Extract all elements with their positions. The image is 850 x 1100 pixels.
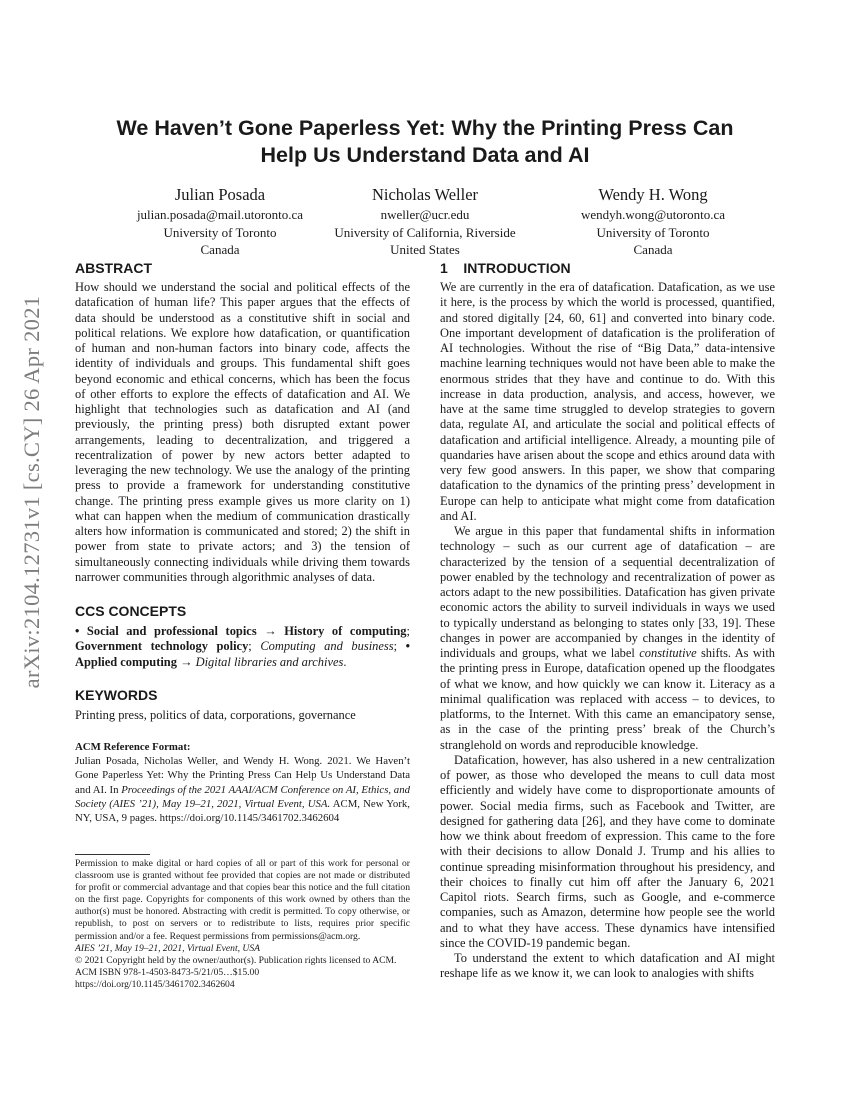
reference-text bbox=[75, 754, 410, 825]
acm-reference bbox=[75, 740, 410, 825]
intro-paragraph-1: We are currently in the era of datafication. Datafication, as we use it here, is the process by which the world is processed, quantified, and stored digitally [24, 60, 61] and converted into binary code. One important development of datafication is the proliferation of AI technologies. Without the rise of “Big Data,” data-intensive machine learning techniques would not have been able to make the enormous strides that they have and continue to do. With this increase in data production, analysis, and access, however, we have at the same time struggled to develop strategies to govern data, regulate AI, and articulate the social and political effects of datafication and artificial intelligence. Already, a mounting pile of quandaries have arisen about the scope and ethics around data with very few good answers. In this paper, we show that comparing datafication to the dynamics of the printing press’ development in Europe can help to anticipate what might come from datafication and AI. bbox=[440, 280, 775, 523]
author-name: Julian Posada bbox=[174, 185, 266, 204]
arxiv-identifier bbox=[14, 266, 50, 718]
arxiv-identifier-text: arXiv:2104.12731v1 [cs.CY] 26 Apr 2021 bbox=[19, 295, 44, 689]
author-name: Nicholas Weller bbox=[371, 185, 479, 204]
ccs-end: . bbox=[343, 654, 347, 669]
author-block bbox=[300, 184, 550, 259]
doi-link[interactable]: https://doi.org/10.1145/3461702.3462604 bbox=[75, 978, 235, 990]
author-affiliation: University of California, Riverside bbox=[334, 224, 516, 240]
author-email[interactable]: wendyh.wong@utoronto.ca bbox=[580, 207, 726, 222]
reference-part-1: Julian Posada, Nicholas Weller, and Wendy H. Wong. 2021. We Haven’t Gone Paperless Yet: Why the Printing Press Can Help Us Understand Data and AI. In bbox=[75, 755, 410, 796]
introduction-section bbox=[440, 259, 775, 982]
reference-part-2: ACM, New York, NY, USA, 9 pages. https://doi.org/10.1145/3461702.3462604 bbox=[75, 797, 411, 825]
permission-text: Permission to make digital or hard copies of all or part of this work for personal or classroom use is granted without fee provided that copies are not made or distributed for profit or commercial advantage and that copies bear this notice and the full citation on the first page. Copyrights for components of this work owned by others than the author(s) must be honored. Abstracting with credit is permitted. To copy otherwise, or republish, to post on servers or to redistribute to lists, requires prior specific permission and/or a fee. Request permissions from permissions@acm.org. bbox=[75, 858, 410, 942]
ccs-part-3: Computing and business bbox=[260, 639, 394, 654]
abstract-heading: ABSTRACT bbox=[75, 260, 152, 276]
ccs-section bbox=[75, 602, 410, 670]
author-block bbox=[528, 184, 778, 259]
ccs-text bbox=[75, 624, 410, 670]
paper-title bbox=[60, 115, 790, 169]
keywords-section bbox=[75, 686, 410, 723]
ccs-part-4: • Applied computing bbox=[75, 639, 410, 669]
intro-paragraph-3: Datafication, however, has also ushered in a new centralization of power, as those who developed the means to cull data most efficiently and widely have come to disproportionate amounts of power. Social media firms, such as Facebook and Twitter, are designed for gathering data [26], and they have come to dominate how we think about freedom of expression. This came to the fore with their decisions to allow Donald J. Trump and his allies to continue spreading misinformation throughout his presidency, and their choices to finally cut him off after the January 6, 2021 Capitol riots. Search firms, such as Google, and e-commerce companies, such as Amazon, determine how people see the world and to what they have access. These dynamics have intensified since the COVID-19 pandemic began. bbox=[440, 752, 775, 950]
author-email[interactable]: julian.posada@mail.utoronto.ca bbox=[136, 207, 304, 222]
isbn-text: ACM ISBN 978-1-4503-8473-5/21/05…$15.00 bbox=[75, 966, 260, 978]
author-email[interactable]: nweller@ucr.edu bbox=[380, 207, 470, 222]
intro-p2-start: We argue in this paper that fundamental shifts in information technology – such as our current age of datafication – are characterized by the tension of a sequential decentralization of power enabled by the technology and recentralization of power as actors adapt to the new possibilities. Datafication has given private economic actors the ability to surveil individuals in ways we used to typically understand as belonging to states only [33, 19]. These changes in power are accompanied by changes in the identity of individuals and groups, what we label bbox=[440, 524, 775, 660]
ccs-heading: CCS CONCEPTS bbox=[75, 603, 187, 619]
author-country: Canada bbox=[633, 242, 673, 257]
reference-venue: Proceedings of the 2021 AAAI/ACM Conference on AI, Ethics, and Society (AIES ’21), May 19–21, 2021, Virtual Event, USA. bbox=[75, 783, 410, 810]
ccs-part-2: Government technology policy bbox=[75, 639, 249, 654]
ccs-sep-2: ; bbox=[248, 639, 261, 654]
title-line-2: Help Us Understand Data and AI bbox=[260, 143, 590, 167]
author-country: Canada bbox=[200, 242, 240, 257]
intro-heading: 1 INTRODUCTION bbox=[440, 260, 571, 276]
keywords-text: Printing press, politics of data, corporations, governance bbox=[75, 708, 356, 722]
intro-p2-end: shifts. As with the printing press in Europe, datafication opened up the floodgates of what we know, and how quickly we can know it. Literacy as a minimal qualification was replaced with access – to devices, to platforms, to the Internet. With this came an emancipatory sense, as in the case of the printing press’ break of the Church’s stranglehold on words and reproducible knowledge. bbox=[440, 646, 775, 752]
author-affiliation: University of Toronto bbox=[163, 224, 277, 240]
footnote-venue: AIES ’21, May 19–21, 2021, Virtual Event, USA bbox=[75, 942, 260, 954]
ccs-sep-3: ; bbox=[393, 639, 406, 654]
abstract-text: How should we understand the social and political effects of the datafication of human life? This paper argues that the effects of data should be understood as a constitutive shift in social and political relations. We explore how datafication, or quantification of human and non-human factors into binary code, affects the identity of individuals and groups. This fundamental shift goes beyond economic and ethical concerns, which has been the focus of other efforts to explore the effects of datafication and AI. We highlight that technologies such as datafication and AI (and previously, the printing press) both disrupted extant power arrangements, leading to decentralization, and triggered a recentralization of power by new actors better adapted to leveraging the new technology. We use the analogy of the printing press to provide a framework for understanding constitutive change. The printing press example gives us more clarity on 1) what can happen when the medium of communication drastically alters how information is communicated and stored; 2) the shift in power from state to private actors; and 3) the tension of simultaneously connecting individuals while driving them towards narrower communities through algorithmic analyses of data. bbox=[75, 280, 410, 584]
title-line-1: We Haven’t Gone Paperless Yet: Why the Printing Press Can bbox=[116, 116, 734, 140]
author-name: Wendy H. Wong bbox=[598, 185, 708, 204]
footnote bbox=[75, 858, 410, 991]
copyright-text: © 2021 Copyright held by the owner/author(s). Publication rights licensed to ACM. bbox=[75, 954, 397, 966]
ccs-sep-1: ; bbox=[406, 624, 410, 638]
abstract-section bbox=[75, 259, 410, 585]
intro-paragraph-4: To understand the extent to which datafication and AI might reshape life as we know it, we can look to analogies with shifts bbox=[440, 951, 775, 981]
author-affiliation: University of Toronto bbox=[596, 224, 710, 240]
ccs-arrow: → bbox=[176, 654, 196, 669]
reference-heading: ACM Reference Format: bbox=[75, 741, 191, 753]
ccs-part-5: Digital libraries and archives bbox=[195, 654, 344, 669]
intro-paragraph-2 bbox=[440, 524, 775, 753]
ccs-part-1: • Social and professional topics → History of computing bbox=[75, 624, 407, 638]
footnote-rule bbox=[75, 854, 150, 855]
author-country: United States bbox=[390, 242, 460, 257]
keywords-heading: KEYWORDS bbox=[75, 687, 158, 703]
intro-p2-emphasis: constitutive bbox=[639, 646, 697, 660]
